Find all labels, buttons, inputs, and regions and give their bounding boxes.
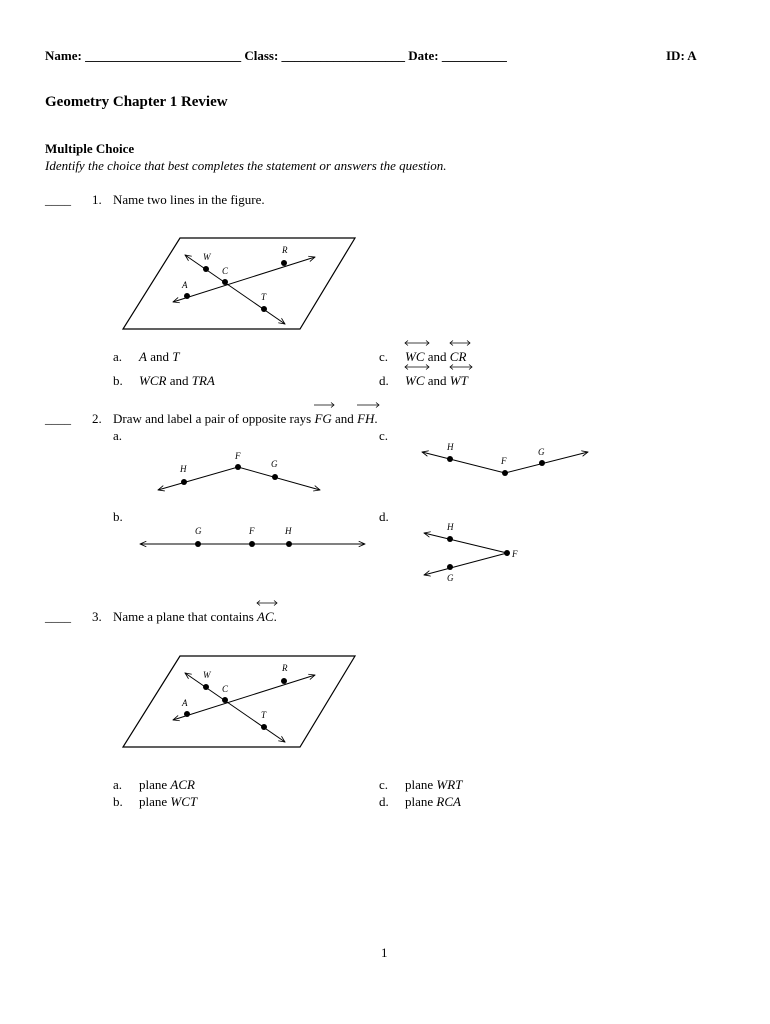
figure-2b [137, 524, 369, 552]
point-g [272, 474, 278, 480]
plane-outline [123, 238, 355, 329]
point-g [447, 564, 453, 570]
question-number-1: 1. [92, 192, 102, 207]
point-f [502, 470, 508, 476]
label-h: H [180, 464, 187, 474]
choice-1c: c. WC and CR [379, 349, 466, 365]
header-line [45, 48, 507, 64]
section-heading: Multiple Choice [45, 141, 135, 156]
point-w [203, 684, 209, 690]
choice-2c-letter: c. [379, 428, 389, 443]
page-title: Geometry Chapter 1 Review [45, 94, 228, 110]
question-text-1: Name two lines in the figure. [113, 192, 265, 207]
point-h [286, 541, 292, 547]
double-arrow-icon [256, 600, 278, 606]
line-wt [185, 673, 285, 742]
point-r [281, 678, 287, 684]
date-label: Date: [408, 48, 439, 63]
double-arrow-icon [449, 364, 473, 370]
line-symbol-wt: WT [450, 373, 468, 389]
label-h: H [447, 442, 454, 452]
figure-plane-1 [115, 232, 365, 337]
page-number: 1 [381, 945, 388, 960]
line-symbol-wc: WC [405, 349, 425, 365]
point-t [261, 306, 267, 312]
label-c: C [222, 684, 229, 694]
label-w: W [203, 670, 211, 680]
answer-blank-2: ____ [45, 411, 71, 426]
label-c: C [222, 266, 229, 276]
label-g: G [447, 573, 454, 583]
point-a [184, 293, 190, 299]
double-arrow-icon [404, 340, 430, 346]
choice-2d-letter: d. [379, 509, 389, 524]
question-number-2: 2. [92, 411, 102, 426]
label-f: F [501, 456, 507, 466]
point-c [222, 279, 228, 285]
label-a: A [182, 698, 188, 708]
point-t [261, 724, 267, 730]
label-r: R [282, 245, 288, 255]
figure-2d [418, 518, 528, 584]
label-t: T [261, 710, 267, 720]
point-c [222, 697, 228, 703]
choice-1b: b. WCR and TRA [113, 373, 215, 388]
label-a: A [182, 280, 188, 290]
ray-arrow-icon [356, 402, 380, 408]
label-w: W [203, 252, 211, 262]
label-r: R [282, 663, 288, 673]
point-f [249, 541, 255, 547]
point-h [447, 536, 453, 542]
label-f: F [235, 451, 241, 461]
label-g: G [538, 447, 545, 457]
plane-outline [123, 656, 355, 747]
point-a [184, 711, 190, 717]
figure-plane-3 [115, 650, 365, 755]
section-instructions: Identify the choice that best completes the statement or answers the question. [45, 158, 447, 173]
choice-3c: c. plane WRT [379, 777, 463, 792]
label-f: F [249, 526, 255, 536]
point-f [235, 464, 241, 470]
rays-2d [424, 533, 507, 575]
date-blank: __________ [441, 48, 507, 63]
choice-3d: d. plane RCA [379, 794, 461, 809]
double-arrow-icon [404, 364, 430, 370]
label-f: F [512, 549, 518, 559]
question-number-3: 3. [92, 609, 102, 624]
point-r [281, 260, 287, 266]
point-g [539, 460, 545, 466]
answer-blank-1: ____ [45, 192, 71, 207]
class-blank: ___________________ [281, 48, 406, 63]
line-symbol-cr: CR [450, 349, 467, 365]
question-text-3: Name a plane that contains AC. [113, 609, 277, 625]
name-label: Name: [45, 48, 82, 63]
question-text-2: Draw and label a pair of opposite rays FG and FH. [113, 411, 378, 427]
choice-1d: d. WC and WT [379, 373, 468, 389]
label-g: G [195, 526, 202, 536]
line-symbol-wc: WC [405, 373, 425, 389]
point-h [181, 479, 187, 485]
point-h [447, 456, 453, 462]
label-h: H [447, 522, 454, 532]
point-f [504, 550, 510, 556]
id-label: ID: A [666, 48, 697, 63]
line-wt [185, 255, 285, 324]
choice-3b: b. plane WCT [113, 794, 198, 809]
choice-3a: a. plane ACR [113, 777, 195, 792]
answer-blank-3: ____ [45, 609, 71, 624]
choice-2a-letter: a. [113, 428, 123, 443]
choice-2b-letter: b. [113, 509, 123, 524]
class-label: Class: [244, 48, 279, 63]
choice-1a: a. A and T [113, 349, 180, 364]
point-g [195, 541, 201, 547]
label-h: H [285, 526, 292, 536]
point-w [203, 266, 209, 272]
name-blank: ________________________ [85, 48, 242, 63]
label-t: T [261, 292, 267, 302]
double-arrow-icon [449, 340, 471, 346]
ray-symbol-fg: FG [314, 411, 331, 427]
ray-symbol-fh: FH [357, 411, 374, 427]
ray-arrow-icon [313, 402, 335, 408]
figure-2c [416, 440, 596, 480]
figure-2a [150, 448, 330, 498]
line-symbol-ac: AC [257, 609, 274, 625]
label-g: G [271, 459, 278, 469]
